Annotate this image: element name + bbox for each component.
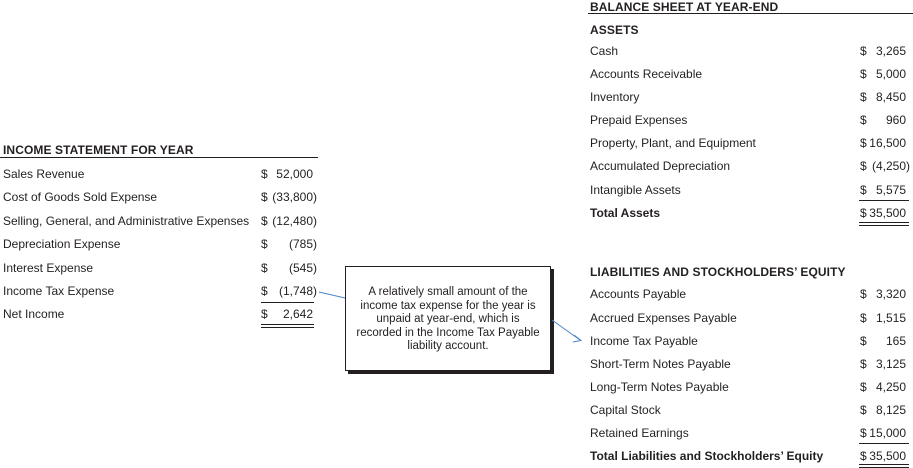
asset-row-label: Cash (590, 44, 619, 58)
liability-row-currency: $ (860, 449, 867, 463)
income-row-amount: (1,748) (278, 284, 317, 298)
total-liabilities-double-underline (859, 464, 909, 468)
income-row-depreciation (3, 233, 318, 256)
liability-row-amount: 35,500 (869, 449, 906, 463)
income-statement-title: INCOME STATEMENT FOR YEAR (3, 143, 194, 157)
income-row-income-tax (3, 280, 318, 303)
liability-row-label: Short-Term Notes Payable (590, 357, 731, 371)
income-statement-title-rule (0, 157, 318, 158)
income-row-currency: $ (261, 307, 268, 321)
liability-row-label: Retained Earnings (590, 426, 689, 440)
income-row-currency: $ (261, 237, 268, 251)
income-row-amount: (12,480) (272, 214, 317, 228)
income-row-label: Cost of Goods Sold Expense (3, 190, 158, 204)
asset-row-label: Accounts Receivable (590, 67, 703, 81)
liability-row-label: Accounts Payable (590, 287, 687, 301)
asset-row-amount: 5,575 (875, 183, 906, 197)
asset-row-currency: $ (860, 113, 867, 127)
total-assets-double-underline (859, 222, 909, 226)
asset-row-currency: $ (860, 67, 867, 81)
income-row-amount: (33,800) (272, 190, 317, 204)
liability-row-label: Capital Stock (590, 403, 661, 417)
income-row-amount: (785) (288, 237, 317, 251)
liability-row-capital-stock (590, 399, 910, 422)
income-row-currency: $ (261, 261, 268, 275)
income-row-label: Net Income (3, 307, 65, 321)
liability-row-amount: 4,250 (875, 380, 906, 394)
income-row-currency: $ (261, 190, 268, 204)
asset-row-accounts-receivable (590, 63, 910, 86)
asset-row-amount: 35,500 (869, 206, 906, 220)
asset-row-label: Total Assets (590, 206, 661, 220)
asset-row-amount: 3,265 (875, 44, 906, 58)
liabilities-subtotal-underline (859, 443, 909, 444)
asset-row-currency: $ (860, 136, 867, 150)
asset-row-intangible-assets (590, 179, 910, 202)
asset-row-label: Inventory (590, 90, 640, 104)
arrow-right-icon (573, 335, 581, 342)
income-row-currency: $ (261, 284, 268, 298)
income-row-amount: 52,000 (276, 167, 313, 181)
income-row-label: Depreciation Expense (3, 237, 121, 251)
asset-row-label: Prepaid Expenses (590, 113, 688, 127)
liability-row-label: Long-Term Notes Payable (590, 380, 729, 394)
income-row-amount: 2,642 (282, 307, 313, 321)
liability-row-currency: $ (860, 287, 867, 301)
callout-left-connector (319, 292, 345, 298)
liability-row-currency: $ (860, 357, 867, 371)
assets-heading: ASSETS (590, 23, 639, 37)
balance-sheet-title-rule (588, 13, 913, 14)
asset-row-amount: (4,250) (871, 159, 910, 173)
asset-row-label: Intangible Assets (590, 183, 681, 197)
asset-row-label: Property, Plant, and Equipment (590, 136, 756, 150)
asset-row-amount: 960 (885, 113, 906, 127)
income-row-cogs (3, 186, 318, 209)
liability-row-long-term-notes (590, 376, 910, 399)
income-row-currency: $ (261, 214, 268, 228)
liability-row-currency: $ (860, 380, 867, 394)
liability-row-currency: $ (860, 403, 867, 417)
liability-row-amount: 15,000 (869, 426, 906, 440)
liability-row-amount: 3,125 (875, 357, 906, 371)
liability-row-amount: 1,515 (875, 311, 906, 325)
assets-subtotal-underline (859, 200, 909, 201)
callout-text: A relatively small amount of the income tax expense for the year is unpaid at year-end, which is recorded in the Income Tax Payable liability account. (356, 286, 540, 352)
callout-right-connector (552, 320, 580, 340)
liability-row-income-tax-payable (590, 330, 910, 353)
income-tax-callout (345, 266, 551, 371)
asset-row-currency: $ (860, 159, 867, 173)
asset-row-cash (590, 40, 910, 63)
income-row-label: Interest Expense (3, 261, 94, 275)
income-row-amount: (545) (288, 261, 317, 275)
income-row-currency: $ (261, 167, 268, 181)
liability-row-label: Income Tax Payable (590, 334, 698, 348)
asset-row-currency: $ (860, 44, 867, 58)
liability-row-label: Accrued Expenses Payable (590, 311, 737, 325)
income-row-net-income (3, 303, 318, 326)
liability-row-accrued-expenses (590, 307, 910, 330)
liability-row-short-term-notes (590, 353, 910, 376)
liabilities-heading: LIABILITIES AND STOCKHOLDERS’ EQUITY (590, 265, 846, 279)
asset-row-prepaid-expenses (590, 109, 910, 132)
income-row-label: Income Tax Expense (3, 284, 115, 298)
asset-row-currency: $ (860, 90, 867, 104)
asset-row-label: Accumulated Depreciation (590, 159, 731, 173)
liability-row-currency: $ (860, 311, 867, 325)
liability-row-retained-earnings (590, 422, 910, 445)
asset-row-amount: 8,450 (875, 90, 906, 104)
income-row-label: Selling, General, and Administrative Expenses (3, 214, 250, 228)
net-income-double-underline (261, 324, 314, 328)
income-row-interest (3, 257, 318, 280)
liability-row-amount: 165 (885, 334, 906, 348)
income-row-sga (3, 210, 318, 233)
liability-row-amount: 3,320 (875, 287, 906, 301)
asset-row-accumulated-depreciation (590, 155, 910, 178)
asset-row-amount: 5,000 (875, 67, 906, 81)
asset-row-currency: $ (860, 183, 867, 197)
income-row-label: Sales Revenue (3, 167, 85, 181)
asset-row-inventory (590, 86, 910, 109)
liability-row-label: Total Liabilities and Stockholders’ Equity (590, 449, 824, 463)
asset-row-amount: 16,500 (869, 136, 906, 150)
balance-sheet-title: BALANCE SHEET AT YEAR-END (590, 0, 779, 14)
liability-row-currency: $ (860, 334, 867, 348)
liability-row-amount: 8,125 (875, 403, 906, 417)
income-row-sales-revenue (3, 163, 318, 186)
asset-row-currency: $ (860, 206, 867, 220)
liability-row-currency: $ (860, 426, 867, 440)
asset-row-ppe (590, 132, 910, 155)
liability-row-accounts-payable (590, 283, 910, 306)
